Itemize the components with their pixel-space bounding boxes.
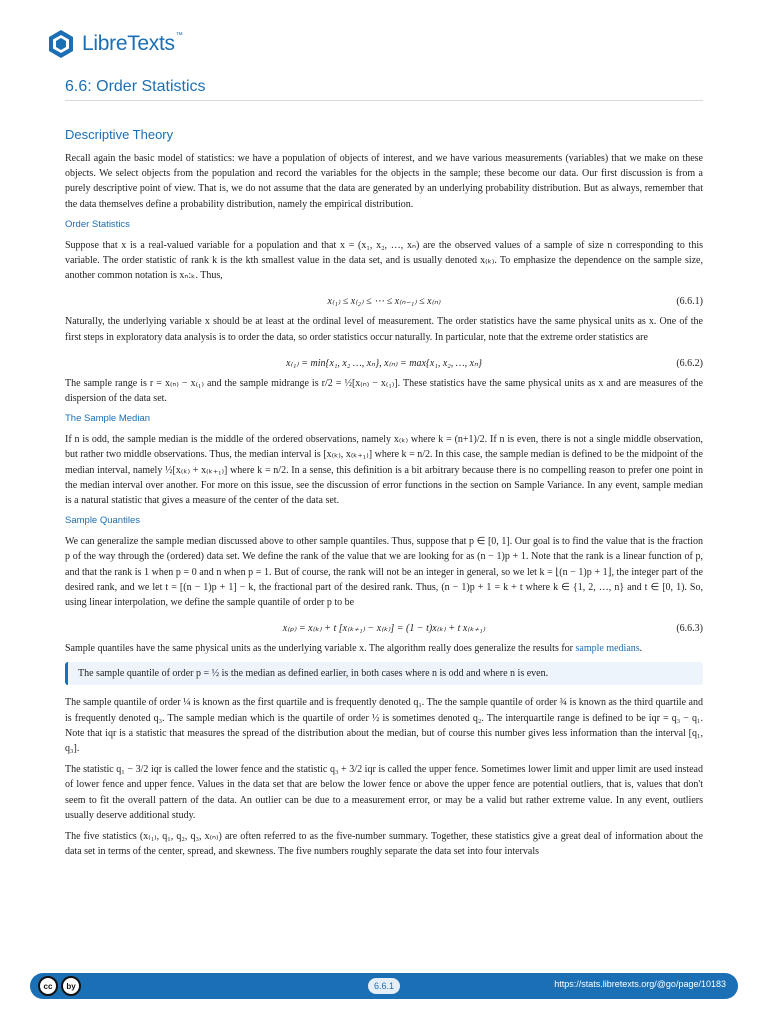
page-title: 6.6: Order Statistics: [65, 78, 206, 95]
paragraph-quartiles: The sample quantile of order ¼ is known as the first quartile and is frequently denoted q₁. The the sample quantile of order ¾ is known as the third quartile and is frequently denoted q₃. The sample median which is the quartile of order ½ is sometimes denoted q₂. The interquartile range is defined to be iqr = q₃ − q₁. Note that iqr is a statistic that measures the spread of the distribution about the median, but of course this number gives less information than the interval [q₁, q₃].: [65, 697, 703, 755]
paragraph-median: If n is odd, the sample median is the middle of the ordered observations, namely x₍ₖ₎ where k = (n+1)/2. If n is even, there is not a single middle observation, but rather two middle observations. Thus, the median interval is [x₍ₖ₎, x₍ₖ₊₁₎] where k = n/2. In this case, the sample median is defined to be the midpoint of the median interval, namely ½[x₍ₖ₎ + x₍ₖ₊₁₎] where k = n/2. In a sense, this definition is a bit arbitrary because there is no compelling reason to prefer one point in the median interval over another. For more on this issue, see the discussion of error functions in the section on Sample Variance. In any event, sample median is a natural statistic that gives a measure of the center of the data set.: [65, 434, 703, 507]
paragraph-intro: Recall again the basic model of statistics: we have a population of objects of interest, and we have various measurements (variables) that we make on these objects. We select objects from the population and record the variables for the objects in the sample; these become our data. Our first discussion is from a purely descriptive point of view. That is, we do not assume that the data are generated by an underlying probability distribution. But as always, remember that the data themselves define a probability distribution, namely the empirical distribution.: [65, 153, 703, 210]
section-heading-descriptive: Descriptive Theory: [65, 127, 174, 142]
cc-icon[interactable]: cc: [38, 976, 58, 996]
paragraph-units: Sample quantiles have the same physical units as the underlying variable x. The algorithm really does generalize the results for sample medians.: [65, 643, 643, 655]
section-heading-order-statistics: Order Statistics: [65, 218, 130, 230]
license-badges[interactable]: [38, 976, 81, 996]
libretexts-logo-icon[interactable]: [46, 29, 76, 59]
page-url-link[interactable]: https://stats.libretexts.org/@go/page/10183: [554, 979, 726, 989]
equation-number: (6.6.2): [676, 357, 703, 369]
equation-body: x₍₁₎ ≤ x₍₂₎ ≤ ⋯ ≤ x₍ₙ₋₁₎ ≤ x₍ₙ₎: [327, 296, 441, 308]
equation-number: (6.6.1): [676, 296, 703, 308]
by-icon[interactable]: by: [61, 976, 81, 996]
brand-name[interactable]: LibreTexts™: [82, 32, 183, 55]
equation-number: (6.6.3): [676, 623, 703, 635]
page-footer: [30, 973, 738, 999]
site-header: [46, 26, 182, 62]
paragraph-order-definition: Suppose that x is a real-valued variable for a population and that x = (x₁, x₂, …, xₙ) are the observed values of a sample of size n corresponding to this variable. The order statistic of rank k is the kth smallest value in the data set, and is usually denoted x₍ₖ₎. To emphasize the dependence on the sample size, another common notation is xₙ:ₖ. Thus,: [65, 239, 703, 282]
paragraph-quantiles: We can generalize the sample median discussed above to other sample quantiles. Thus, suppose that p ∈ [0, 1]. Our goal is to find the value that is the fraction p of the way through the (ordered) data set. We define the rank of the value that we are looking for as (n − 1)p + 1. Note that the rank is a linear function of p, and that the rank is 1 when p = 0 and n when p = 1. But of course, the rank will not be an integer in general, so we let k = ⌊(n − 1)p + 1⌋, the integer part of the desired rank, and we let t = [(n − 1)p + 1] − k, the fractional part of the desired rank. Thus, (n − 1)p + 1 = k + t where k ∈ {1, 2, …, n} and t ∈ [0, 1). So, using linear interpolation, we define the sample quantile of order p to be: [65, 536, 703, 609]
paragraph-fences: The statistic q₁ − 3/2 iqr is called the lower fence and the statistic q₃ + 3/2 iqr is called the upper fence. Sometimes lower limit and upper limit are used instead of lower fence and upper fence. Values in the data set that are below the lower fence or above the upper fence are potential outliers, that is, values that don't seem to fit the overall pattern of the data. An outlier can be due to a measurement error, or may be a valid but rather extreme value. In any event, outliers usually deserve additional study.: [65, 764, 703, 821]
equation-6-6-1: [65, 289, 703, 314]
article-content: [65, 127, 703, 866]
paragraph-ordinal: Naturally, the underlying variable x should be at least at the ordinal level of measurement. The order statistics have the same physical units as x. One of the first steps in exploratory data analysis is to order the data, so order statistics occur naturally. In particular, note that the extreme order statistics are: [65, 316, 703, 343]
equation-6-6-2: [65, 351, 703, 376]
equation-body: x₍ₚ₎ = x₍ₖ₎ + t [x₍ₖ₊₁₎ − x₍ₖ₎] = (1 − t)x₍ₖ₎ + t x₍ₖ₊₁₎: [282, 623, 486, 635]
note-callout: The sample quantile of order p = ½ is the median as defined earlier, in both cases where n is odd and where n is even.: [65, 662, 703, 685]
section-heading-sample-median: The Sample Median: [65, 413, 151, 425]
sample-medians-link[interactable]: sample medians: [575, 643, 640, 655]
paragraph-five-number: The five statistics (x₍₁₎, q₁, q₂, q₃, x₍ₙ₎) are often referred to as the five-number summary. Together, these statistics give a great deal of information about the data set in terms of the center, spread, and skewness. The five numbers roughly separate the data set into four intervals: [65, 831, 703, 858]
title-divider: [65, 100, 703, 101]
page-number: 6.6.1: [368, 978, 400, 994]
section-heading-sample-quantiles: Sample Quantiles: [65, 515, 140, 527]
equation-6-6-3: [65, 616, 703, 641]
paragraph-range: The sample range is r = x₍ₙ₎ − x₍₁₎ and the sample midrange is r/2 = ½[x₍ₙ₎ − x₍₁₎]. These statistics have the same physical units as x and are measures of the dispersion of the data set.: [65, 377, 703, 405]
equation-body: x₍₁₎ = min{x₁, x₂ …, xₙ}, x₍ₙ₎ = max{x₁, x₂, …, xₙ}: [285, 357, 483, 369]
